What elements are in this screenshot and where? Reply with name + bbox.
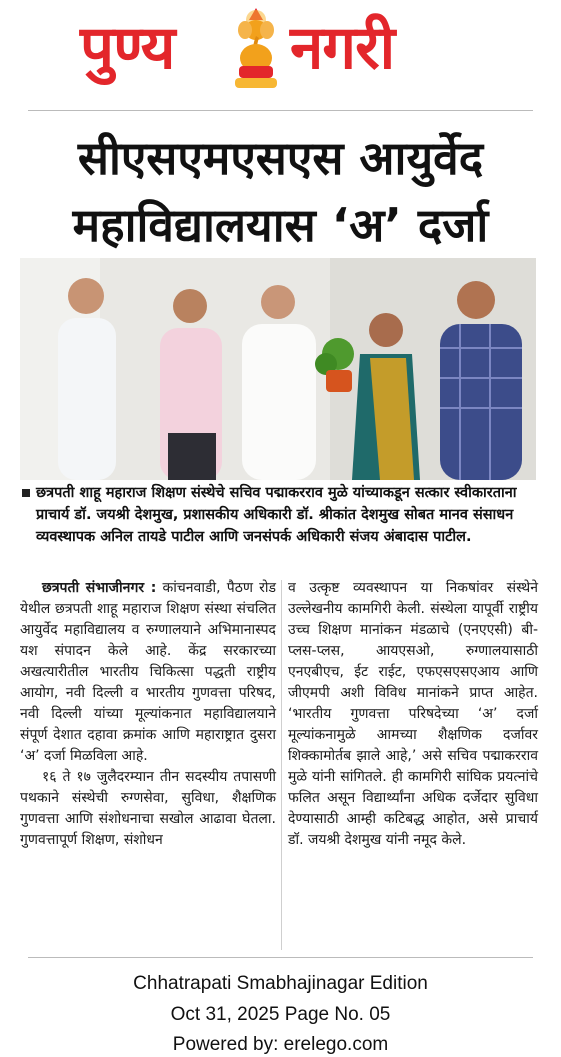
brand-name-right: नगरी <box>290 13 395 83</box>
headline-line-1: सीएसएमएसएस आयुर्वेद <box>77 131 484 185</box>
date-page-label: Oct 31, 2025 Page No. 05 <box>170 1004 391 1025</box>
headline-line-2: महाविद्यालयास ‘अ’ दर्जा <box>72 198 489 252</box>
article-column-left <box>20 578 276 851</box>
paragraph-1: कांचनवाडी, पैठण रोड येथील छत्रपती शाहू महाराज शिक्षण संस्था संचलित आयुर्वेद महाविद्यालय व रुग्णालयाने अभिमानास्पद यश संपादन केले आहे. केंद्र सरकारच्या अखत्यारीतील भारतीय चिकित्सा पद्धती राष्ट्रीय आयोग, नवी दिल्ली व भारतीय गुणवत्ता परिषद, नवी दिल्ली यांच्या मूल्यांकनात महाविद्यालयाने संपूर्ण देशात दहावा क्रमांक आणि महाराष्ट्रात दुसरा ‘अ’ दर्जा मिळविला आहे. <box>20 580 276 764</box>
ganesh-logo-icon <box>225 6 287 92</box>
edition-label: Chhatrapati Smabhajinagar Edition <box>133 973 428 994</box>
article-photo <box>20 258 536 480</box>
paragraph-3: व उत्कृष्ट व्यवस्थापन या निकषांवर संस्थेने उल्लेखनीय कामगिरी केली. संस्थेला यापूर्वी राष्ट्रीय उच्च शिक्षण मानांकन मंडळाचे (एनएएसी) बी-प्लस-प्लस, आयएसओ, रुग्णालयासाठी एनएबीएच, ईट राईट, एफएसएसएआय आणि जीएमपी अशी विविध मानांकने प्राप्त आहेत. ‘भारतीय गुणवत्ता परिषदेच्या ‘अ’ दर्जा मूल्यांकनामुळे आमच्या शैक्षणिक दर्जावर शिक्कामोर्तब झाले आहे,’ असे सचिव पद्माकरराव मुळे यांनी सांगितले. ही कामगिरी सांघिक प्रयत्नांचे फलित असून विद्यार्थ्यांना अधिक दर्जेदार सुविधा देण्यासाठी आम्ही कटिबद्ध आहोत, असे प्राचार्य डॉ. जयश्री देशमुख यांनी नमूद केले. <box>288 580 538 848</box>
column-divider <box>281 580 282 950</box>
bullet-square-icon <box>22 489 30 497</box>
masthead <box>0 0 561 110</box>
article-column-right <box>288 578 538 851</box>
paragraph-2: १६ ते १७ जुलैदरम्यान तीन सदस्यीय तपासणी पथकाने संस्थेची रुग्णसेवा, सुविधा, शैक्षणिक गुणवत्ता आणि संशोधनाचा सखोल आढावा घेतला. गुणवत्तापूर्ण शिक्षण, संशोधन <box>20 769 276 848</box>
photo-caption: छत्रपती शाहू महाराज शिक्षण संस्थेचे सचिव पद्माकरराव मुळे यांच्याकडून सत्कार स्वीकारताना प्राचार्य डॉ. जयश्री देशमुख, प्रशासकीय अधिकारी डॉ. श्रीकांत देशमुख सोबत मानव संसाधन व्यवस्थापक अनिल तायडे पाटील आणि जनसंपर्क अधिकारी संजय अंबादास पाटील. <box>36 485 517 545</box>
brand-name-left: पुण्य <box>80 13 175 83</box>
footer-divider <box>28 957 533 958</box>
header-divider <box>28 110 533 111</box>
dateline: छत्रपती संभाजीनगर : <box>42 580 157 596</box>
powered-by-link[interactable]: Powered by: erelego.com <box>172 1034 389 1055</box>
